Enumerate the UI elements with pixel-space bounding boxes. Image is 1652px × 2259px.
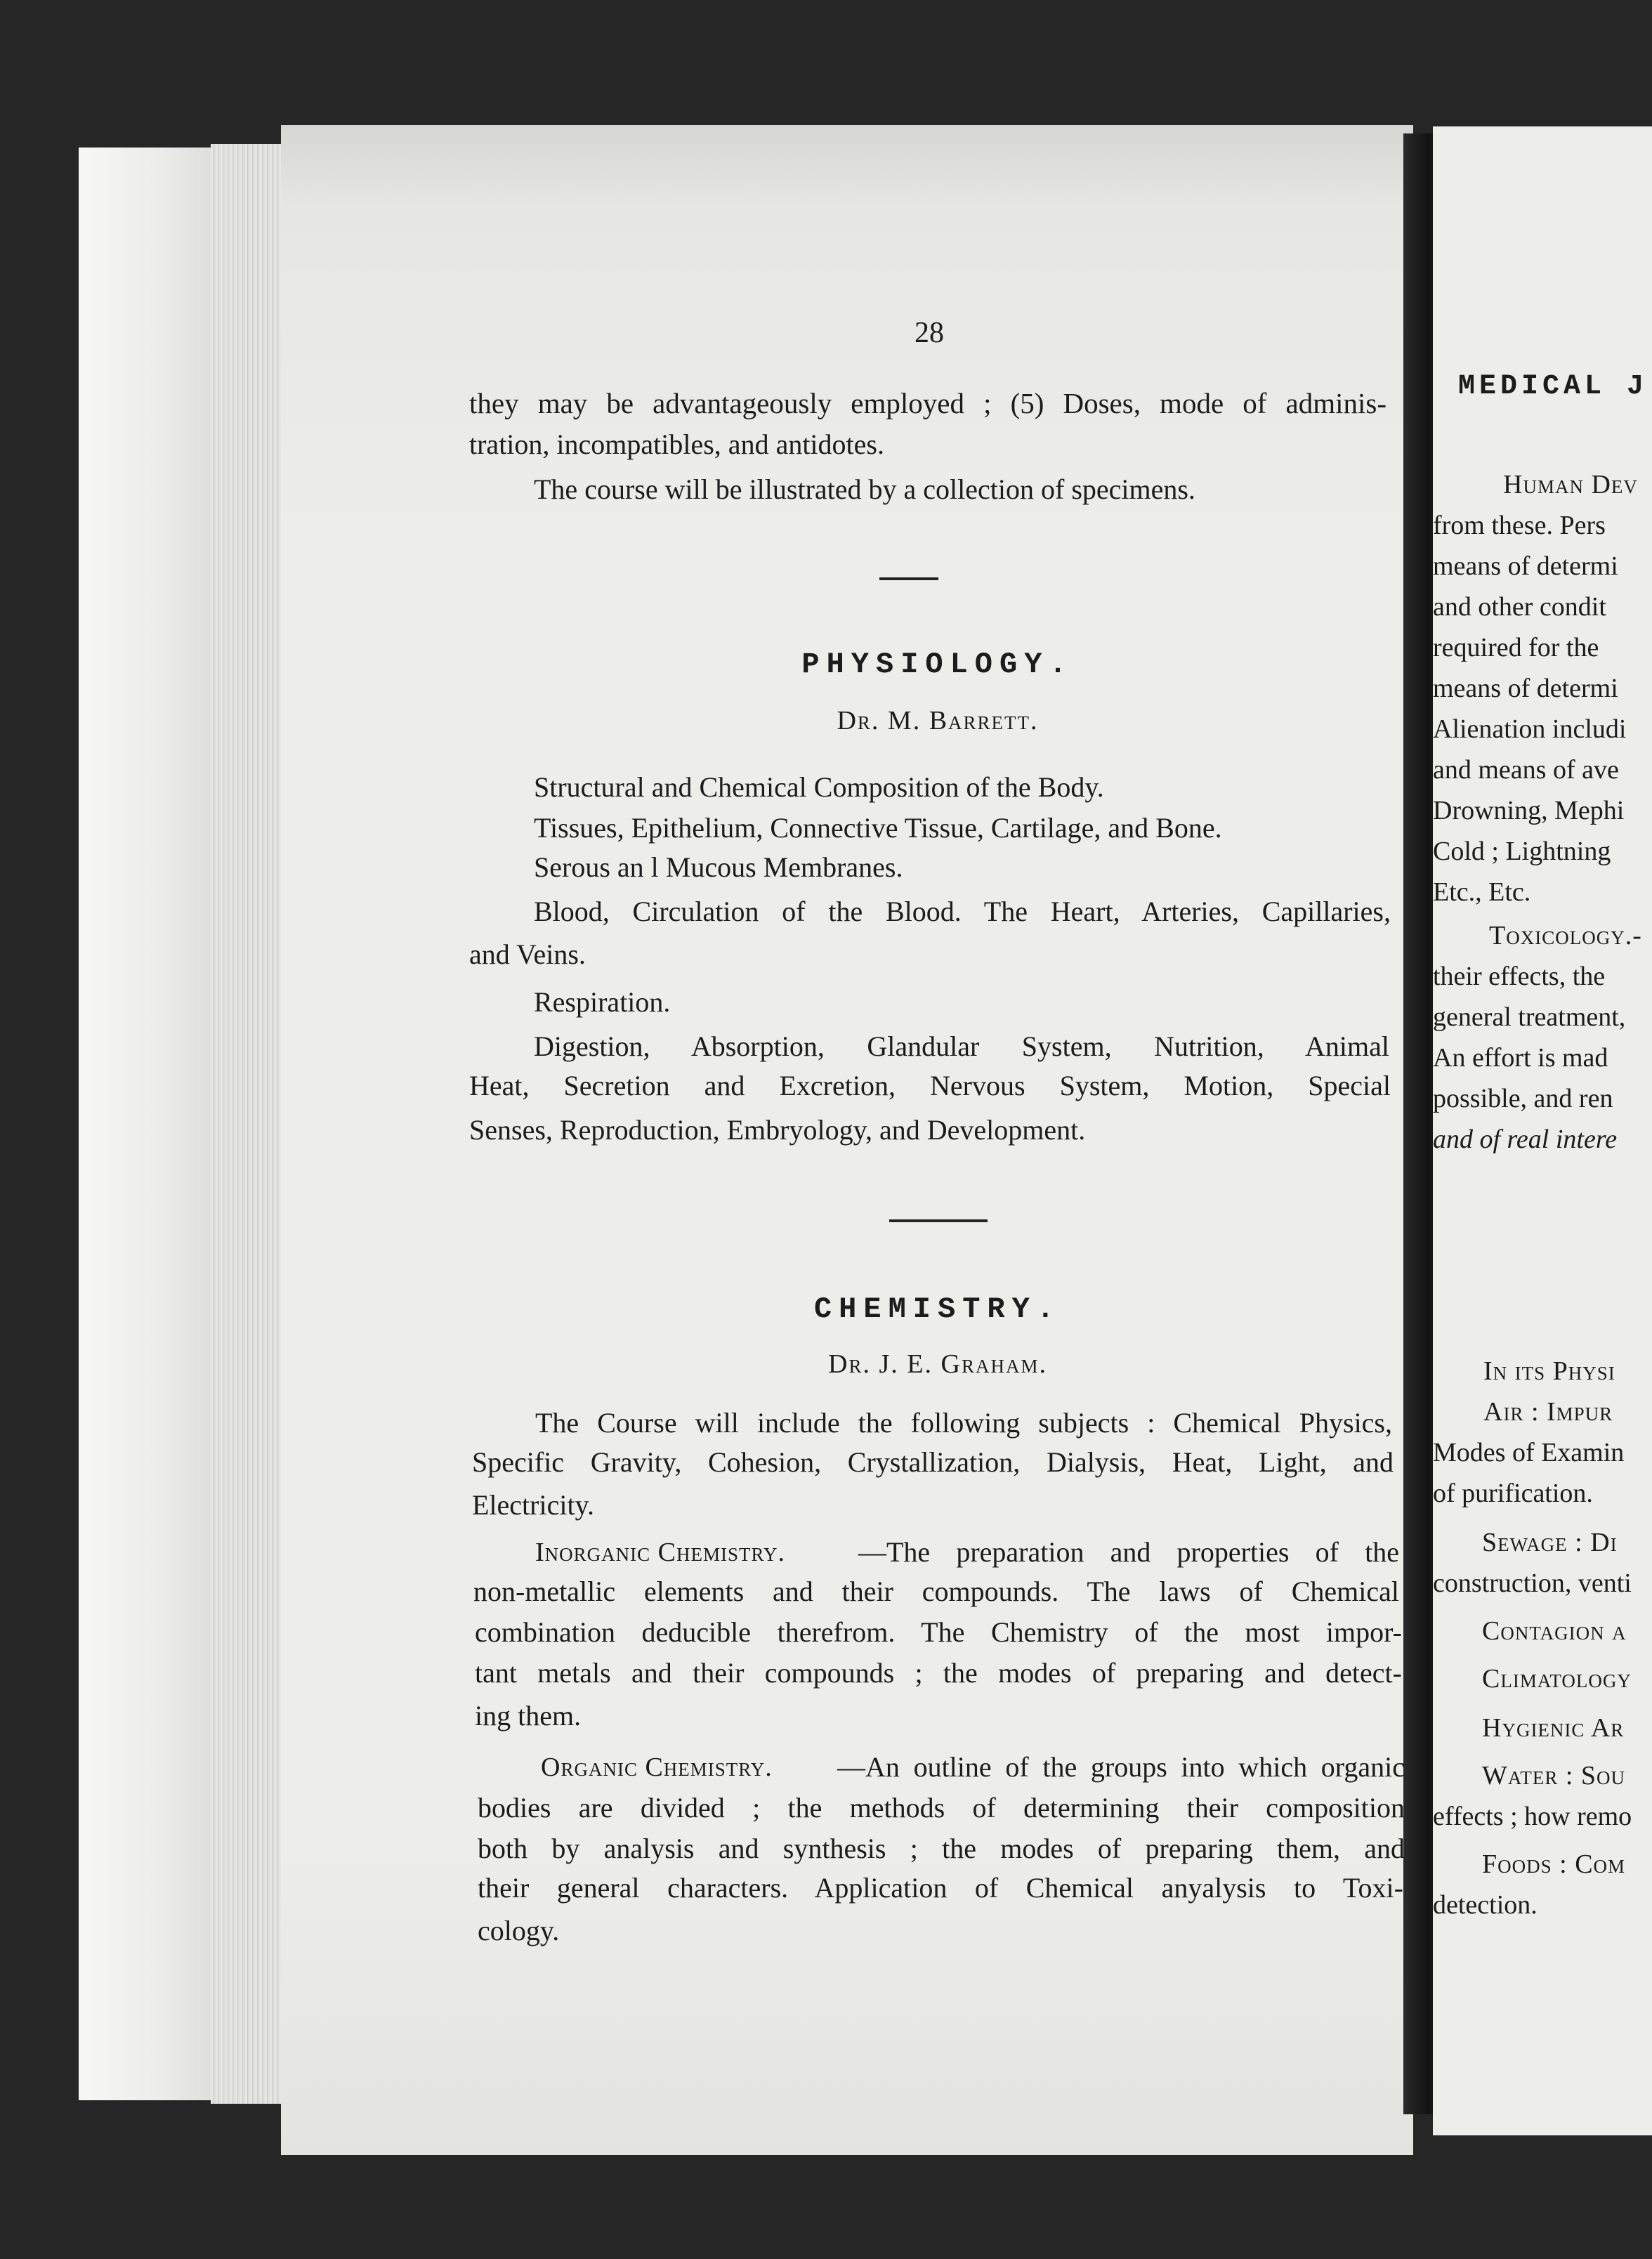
right-line: and means of ave [1433,755,1619,785]
right-line: Modes of Examin [1433,1438,1625,1467]
right-line: means of determi [1433,674,1618,703]
right-line: Toxicology.- [1489,921,1642,950]
physiology-line: Respiration. [534,986,671,1018]
right-line: of purification. [1433,1479,1593,1508]
right-line: Alienation includi [1433,714,1627,744]
inorganic-label [535,1537,785,1568]
chemistry-para-line: combination deducible therefrom. The Chemistry of the most impor- [475,1616,1402,1648]
right-line: Etc., Etc. [1433,877,1531,907]
right-line: and other condit [1433,592,1606,622]
chemistry-para-line: bodies are divided ; the methods of determining their composition [478,1792,1405,1823]
right-line: Hygienic Ar [1482,1713,1625,1743]
right-line: Drowning, Mephi [1433,796,1625,825]
chemistry-author: Dr. J. E. Graham. [828,1349,1047,1379]
right-line: An effort is mad [1433,1043,1608,1073]
right-line: In its Physi [1483,1356,1615,1386]
right-line: detection. [1433,1890,1538,1920]
inorganic-chemistry-label: Inorganic Chemistry. [535,1538,786,1567]
right-line: Foods : Com [1482,1849,1626,1879]
physiology-heading: PHYSIOLOGY. [801,648,1074,681]
physiology-line: Digestion, Absorption, Glandular System, Nutrition, Animal [534,1030,1389,1062]
chemistry-para-line: —An outline of the groups into which organic [837,1751,1405,1783]
chemistry-para-line: tant metals and their compounds ; the modes of preparing and detect- [475,1657,1402,1689]
physiology-line: Serous an l Mucous Membranes. [534,851,903,883]
organic-chemistry-label: Organic Chemistry. [541,1753,773,1782]
page-edges [211,144,288,2104]
chemistry-para-line: non-metallic elements and their compounds. The laws of Chemical [473,1576,1399,1607]
intro-line-3: The course will be illustrated by a collection of specimens. [534,473,1195,505]
intro-line-1: they may be advantageously employed ; (5) Doses, mode of adminis- [469,387,1386,419]
organic-label [541,1752,773,1783]
right-line: required for the [1433,633,1599,662]
right-line: Cold ; Lightning [1433,837,1611,866]
chemistry-para-line: —The preparation and properties of the [858,1536,1399,1568]
chemistry-para-line: Specific Gravity, Cohesion, Crystallization, Dialysis, Heat, Light, and [472,1446,1394,1478]
right-line: effects ; how remo [1433,1802,1632,1831]
right-line: Climatology [1482,1664,1632,1694]
section-divider [879,577,938,580]
right-line: from these. Pers [1433,511,1606,540]
right-line: possible, and ren [1433,1084,1613,1113]
right-line: Air : Impur [1483,1397,1613,1427]
chemistry-para-line: Electricity. [472,1489,594,1521]
physiology-line: Senses, Reproduction, Embryology, and Development. [469,1114,1086,1146]
physiology-line: Heat, Secretion and Excretion, Nervous System, Motion, Special [469,1070,1391,1101]
intro-line-2: tration, incompatibles, and antidotes. [469,428,884,460]
right-line: Sewage : Di [1482,1528,1618,1557]
right-line: Contagion a [1482,1616,1627,1646]
physiology-line: Structural and Chemical Composition of the Body. [534,771,1104,803]
right-line: their effects, the [1433,962,1606,991]
right-line: general treatment, [1433,1002,1626,1032]
right-line: Water : Sou [1482,1761,1626,1790]
chemistry-para-line: The Course will include the following subjects : Chemical Physics, [535,1407,1392,1439]
page-number: 28 [914,317,944,349]
physiology-line: Blood, Circulation of the Blood. The Heart, Arteries, Capillaries, [534,896,1391,927]
physiology-line: and Veins. [469,938,586,970]
chemistry-para-line: cology. [478,1915,560,1946]
right-line: construction, venti [1433,1569,1632,1598]
right-page [1433,126,1652,2135]
right-line: means of determi [1433,551,1618,581]
physiology-author: Dr. M. Barrett. [837,706,1039,735]
right-line: and of real intere [1433,1125,1618,1154]
chemistry-heading: CHEMISTRY. [813,1292,1062,1326]
right-page-header: MEDICAL J [1458,371,1648,402]
chemistry-para-line: their general characters. Application of Chemical anyalysis to Toxi- [478,1872,1403,1904]
physiology-line: Tissues, Epithelium, Connective Tissue, Cartilage, and Bone. [534,812,1222,844]
chemistry-para-line: both by analysis and synthesis ; the modes of preparing them, and [478,1833,1405,1864]
section-divider [889,1219,988,1222]
chemistry-para-line: ing them. [475,1700,582,1731]
right-line: Human Dev [1503,470,1638,499]
